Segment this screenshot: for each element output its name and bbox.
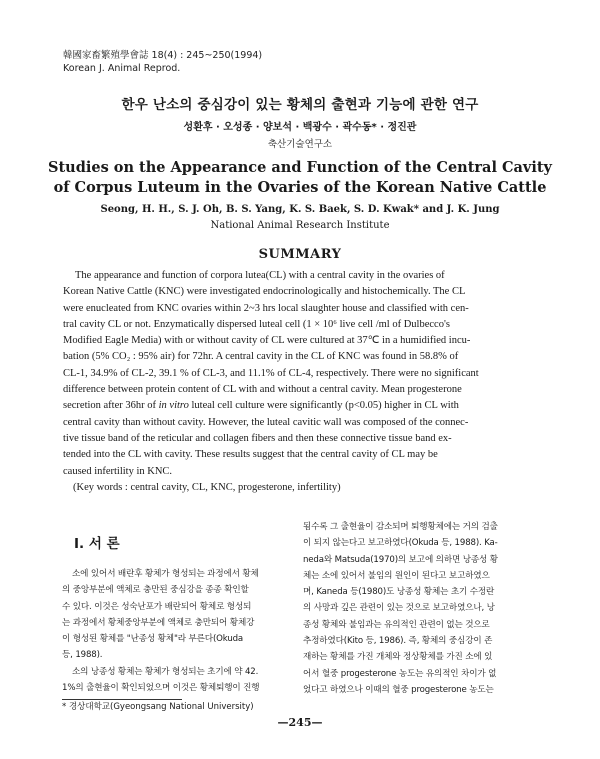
abstract-line: CL-1, 34.9% of CL-2, 39.1 % of CL-3, and 11.1% of CL-4, respectively. There were no significant [63, 367, 479, 379]
abstract-line: Modified Eagle Media) with or without cavity of CL were cultured at 37℃ in a humidified incu- [63, 335, 471, 347]
abstract-line: tive tissue band of the reticular and collagen fibers and then these connective tissue band ex- [63, 432, 452, 444]
summary-heading: SUMMARY [258, 247, 342, 262]
abstract-line: caused infertility in KNC. [63, 465, 173, 477]
body-line: 체는 소에 있어서 불임의 원인이 된다고 보고하였으 [303, 570, 490, 581]
right-column [303, 519, 543, 698]
body-line: 의 사망과 깊은 관련이 있는 것으로 보고하였으나, 낭 [303, 603, 495, 614]
body-line: 1%의 출현율이 확인되었으며 이것은 황체퇴행이 진행 [62, 683, 260, 694]
body-line: 이 되지 않는다고 보고하였다(Okuda 등, 1988). Ka- [303, 538, 498, 549]
journal-citation-korean: 韓國家畜繁殖學會誌 18(4) : 245~250(1994) [63, 50, 263, 61]
body-line: 이 형성된 황체를 "난종성 황체"라 부른다(Okuda [62, 634, 244, 645]
english-authors: Seong, H. H., S. J. Oh, B. S. Yang, K. S. Baek, S. D. Kwak* and J. K. Jung [100, 204, 500, 215]
abstract [63, 268, 541, 496]
body-line: 추정하였다(Kito 등, 1986). 즉, 황체의 중심강이 존 [303, 636, 493, 647]
abstract-line: tended into the CL with cavity. These results suggest that the central cavity of CL may be [63, 449, 438, 461]
abstract-line: Korean Native Cattle (KNC) were investigated endocrinologically and histochemically. The CL [63, 286, 466, 298]
footnote: * 경상대학교(Gyeongsang National University) [62, 702, 254, 712]
body-line: 종성 황체와 불임과는 유의적인 관련이 없는 것으로 [303, 619, 490, 630]
abstract-line: difference between protein content of CL with and without a central cavity. Mean progesterone [63, 384, 462, 396]
abstract-line: were enucleated from KNC ovaries within 2~3 hrs local slaughter house and classified with cen- [63, 302, 469, 314]
body-line: 는 과정에서 황체중앙부분에 액체로 충만되어 황체강 [62, 617, 255, 628]
body-line: 며, Kaneda 등(1980)도 낭종성 황체는 초기 수정란 [303, 587, 495, 598]
body-line: 의 중앙부분에 액체로 충만된 중심강을 종종 확인할 [62, 585, 249, 596]
journal-citation [63, 49, 262, 75]
body-line: 등, 1988). [62, 650, 103, 661]
abstract-line: central cavity than without cavity. However, the luteal cavitic wall was composed of the connec- [63, 416, 469, 428]
abstract-line: The appearance and function of corpora lutea(CL) with a central cavity in the ovaries of [75, 270, 445, 281]
abstract-line: bation (5% CO₂ : 95% air) for 72hr. A central cavity in the CL of KNC was found in 58.8% of [63, 351, 459, 363]
body-line: 재하는 황체를 가진 개체와 정상황체를 가진 소에 있 [303, 652, 493, 663]
korean-institution: 축산기술연구소 [267, 139, 333, 150]
body-line: 수 있다. 이것은 성숙난포가 배란되어 황체로 형성되 [62, 601, 252, 612]
body-line: 었다고 하였으나 이때의 혈중 progesterone 농도는 [303, 684, 494, 695]
body-line: neda와 Matsuda(1970)의 보고에 의하면 낭종성 황 [303, 554, 498, 565]
body-line: 어서 혈중 progesterone 농도는 유의적인 차이가 없 [303, 668, 497, 679]
abstract-line: tral cavity CL or not. Enzymatically dispersed luteal cell (1 × 10⁶ live cell /ml of Dulbecco's [63, 318, 450, 330]
page-number: —245— [277, 716, 323, 729]
body-line: 됨수록 그 출현율이 감소되며 퇴행황체에는 거의 검출 [303, 522, 498, 532]
body-line: 소의 낭종성 황체는 황체가 형성되는 초기에 약 42. [72, 666, 259, 677]
korean-title: 한우 난소의 중심강이 있는 황체의 출현과 기능에 관한 연구 [121, 97, 479, 113]
abstract-line: secretion after 36hr of in vitro luteal cell culture were significantly (p<0.05) higher in CL with [63, 400, 459, 412]
korean-authors: 성환후 · 오성종 · 양보석 · 백광수 · 곽수동* · 정진관 [183, 122, 417, 133]
english-title [0, 158, 600, 198]
left-column-body [62, 566, 288, 696]
keywords: (Key words : central cavity, CL, KNC, progesterone, infertility) [73, 481, 341, 493]
left-column [62, 520, 288, 696]
english-title-line-2: of Corpus Luteum in the Ovaries of the Korean Native Cattle [53, 179, 547, 196]
english-title-line-1: Studies on the Appearance and Function of the Central Cavity [47, 159, 552, 176]
english-institution: National Animal Research Institute [210, 220, 390, 231]
journal-citation-english: Korean J. Animal Reprod. [63, 63, 181, 74]
body-line: 소에 있어서 배란후 황체가 형성되는 과정에서 황체 [72, 569, 259, 579]
section-title-introduction: I. 서 론 [74, 536, 120, 552]
